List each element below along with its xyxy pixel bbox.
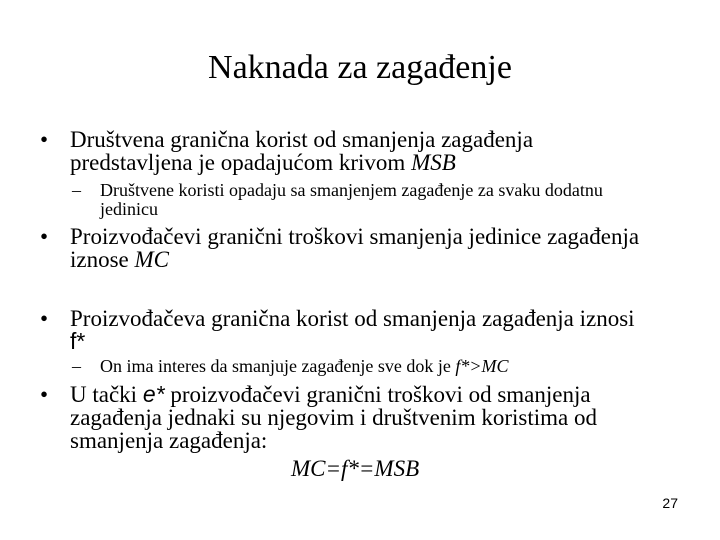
- equality-formula: MC=f*=MSB: [291, 456, 420, 481]
- bullet-line-text: iznose: [70, 247, 135, 272]
- bullet-line: Društvena granična korist od smanjenja zagađenja: [70, 127, 534, 152]
- bullet-line: [70, 383, 597, 406]
- subbullet-text: [100, 357, 509, 376]
- condition-term: f*>MC: [455, 356, 509, 376]
- bullet-marker: •: [40, 306, 49, 331]
- subbullet-marker: –: [72, 180, 81, 200]
- bullet-line-text: U tački: [70, 382, 143, 407]
- bullet-line: [70, 248, 639, 271]
- bullet-marker: •: [40, 382, 49, 407]
- e-star-term: e*: [142, 381, 165, 407]
- bullet-marker: •: [40, 224, 49, 249]
- page-number: 27: [662, 495, 678, 511]
- bullet-text: [70, 128, 533, 174]
- bullet-line-text: proizvođačevi granični troškovi od smanjenja: [164, 382, 591, 407]
- subbullet-line: [100, 357, 509, 376]
- bullet-line: Proizvođačeva granična korist od smanjenja zagađenja iznosi: [70, 306, 635, 331]
- bullet-text: [70, 225, 639, 271]
- subbullet-line: jedinicu: [100, 199, 158, 219]
- bullet-line: Proizvođačevi granični troškovi smanjenja jedinice zagađenja: [70, 224, 640, 249]
- bullet-line: smanjenja zagađenja:: [70, 428, 268, 453]
- f-star-term: f*: [70, 328, 86, 354]
- bullet-text: [70, 307, 635, 353]
- subbullet-line-text: On ima interes da smanjuje zagađenje sve dok je: [100, 356, 456, 376]
- subbullet-line: Društvene koristi opadaju sa smanjenjem zagađenje za svaku dodatnu: [100, 180, 603, 200]
- subbullet-marker: –: [72, 356, 81, 376]
- msb-term: MSB: [411, 150, 456, 175]
- bullet-line: zagađenja jednaki su njegovim i društvenim koristima od: [70, 405, 597, 430]
- subbullet-text: [100, 181, 603, 219]
- bullet-line: [70, 151, 533, 174]
- bullet-text: [70, 383, 597, 452]
- bullet-marker: •: [40, 127, 49, 152]
- mc-term: MC: [134, 247, 170, 272]
- bullet-line-text: predstavljena je opadajućom krivom: [70, 150, 412, 175]
- slide-title: Naknada za zagađenje: [208, 49, 512, 86]
